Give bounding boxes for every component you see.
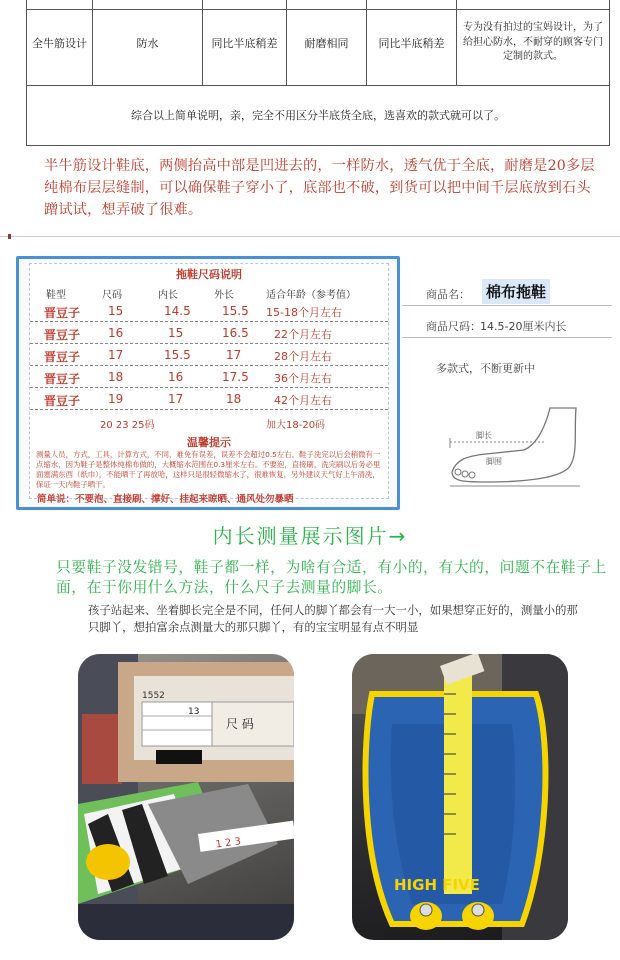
divider-mark [8, 234, 11, 239]
foot-girth-label: 脚围 [486, 457, 502, 466]
product-size-line [402, 310, 612, 338]
measure-gray-note: 孩子站起来、坐着脚长完全是不同，任何人的脚丫都会有一大一小，如果想穿正好的，测量小的那只脚丫，想拍富余点测量大的那只脚丫，有的宝宝明显有点不明显 [88, 603, 578, 634]
photo-shoe-box [78, 654, 294, 940]
size-row [30, 368, 388, 388]
size-row [30, 324, 388, 344]
row-outer: 16.5 [222, 326, 249, 340]
product-name-line [402, 278, 612, 306]
header-type: 鞋型 [46, 290, 66, 301]
size-row [30, 302, 388, 322]
cmp-cell-compare: 同比半底稍差 [367, 0, 457, 86]
row-inner: 14.5 [164, 304, 191, 318]
row-outer: 17.5 [222, 370, 249, 384]
simple-care: 简单说：不要泡、直接刷、撑好、挂起来晾晒、通风处勿暴晒 [37, 494, 294, 505]
measure-green-note: 只要鞋子没发错号，鞋子都一样，为啥有合适，有小的，有大的，问题不在鞋子上面，在于你用什么方法，什么尺子去测量的脚长。 [56, 559, 607, 596]
row-inner: 15 [168, 326, 184, 340]
sole-description: 半牛筋设计鞋底，两侧抬高中部是凹进去的，一样防水，透气优于全底，耐磨是20多层纯棉布层层缝制，可以确保鞋子穿小了，底部也不破，到货可以把中间千层底放到石头蹭试试，想弄破了很难。 [44, 158, 595, 218]
comparison-summary: 综合以上简单说明，亲，完全不用区分半底货全底，选喜欢的款式就可以了。 [131, 109, 505, 122]
header-inner: 内长 [158, 290, 178, 301]
header-outer: 外长 [214, 290, 234, 301]
row-age: 22个月左右 [274, 328, 332, 341]
box-size-word: 尺 码 [226, 717, 254, 731]
row-type: 晋豆子 [44, 306, 81, 320]
tips-title: 温馨提示 [187, 436, 231, 449]
measure-title: 内长测量展示图片→ [212, 524, 408, 548]
size-chart-card [16, 256, 400, 510]
shoe-box-illustration [78, 654, 294, 940]
row-size: 17 [108, 348, 124, 362]
product-name-label: 商品名： [426, 288, 470, 301]
row-type: 晋豆子 [44, 394, 81, 408]
extra-sizes: 20 23 25码 [100, 420, 155, 431]
slipper-ruler-illustration [352, 654, 568, 940]
row-type: 晋豆子 [44, 372, 81, 386]
row-outer: 15.5 [222, 304, 249, 318]
box-code: 1552 [142, 691, 165, 701]
slipper-print: HIGH FIVE [394, 876, 480, 894]
product-size-value: 14.5-20厘米内长 [480, 320, 567, 333]
row-inner: 16 [168, 370, 184, 384]
product-more: 多款式，不断更新中 [436, 362, 535, 375]
photo-slipper-ruler [352, 654, 568, 940]
divider [0, 236, 620, 237]
product-name: 棉布拖鞋 [482, 279, 550, 304]
header-size: 尺码 [102, 290, 122, 301]
row-size: 18 [108, 370, 124, 384]
foot-length-label: 脚长 [476, 431, 492, 440]
cmp-cell-desc: 专为没有拍过的宝妈设计，为了给担心防水，不耐穿的顾客专门定制的款式。 [463, 22, 603, 63]
comparison-row [27, 0, 609, 86]
product-size-label: 商品尺码： [426, 320, 481, 333]
cmp-cell-design: 全牛筋设计 [27, 0, 93, 86]
row-age: 15-18个月左右 [266, 306, 342, 319]
extra-age: 加大18-20码 [266, 420, 326, 431]
box-size-number: 13 [188, 707, 200, 717]
size-chart-title: 拖鞋尺码说明 [176, 268, 242, 281]
row-outer: 18 [226, 392, 242, 406]
foot-diagram-icon [446, 404, 606, 494]
row-size: 15 [108, 304, 124, 318]
row-inner: 15.5 [164, 348, 191, 362]
size-chart-inner [29, 263, 389, 499]
row-outer: 17 [226, 348, 242, 362]
row-type: 晋豆子 [44, 350, 81, 364]
row-type: 晋豆子 [44, 328, 81, 342]
cmp-cell-breathable: 同比半底稍差 [203, 0, 287, 86]
size-row [30, 346, 388, 366]
row-inner: 17 [168, 392, 184, 406]
row-age: 28个月左右 [274, 350, 332, 363]
comparison-table [26, 0, 610, 146]
row-size: 19 [108, 392, 124, 406]
row-age: 36个月左右 [274, 372, 332, 385]
cmp-cell-wear: 耐磨相同 [287, 0, 367, 86]
size-row [30, 390, 388, 410]
svg-text:1 2 3: 1 2 3 [214, 836, 242, 851]
header-age: 适合年龄（参考值） [266, 290, 356, 301]
row-age: 42个月左右 [274, 394, 332, 407]
cmp-cell-waterproof: 防水 [93, 0, 203, 86]
row-size: 16 [108, 326, 124, 340]
tips-body: 测量人员，方式，工具，计算方式，不同，难免有误差，误差不会超过0.5左右。鞋子洗完以后会稍微有一点缩水，因为鞋子是整体纯棉布做的，大概缩水范围在0.3厘米左右。不要泡，直接刷，洗完刷以后务必里面塞满东西（纸巾），不能晒干了再放哈，这样只是很轻微缩水了，很难恢复，另外建议天气好上午清洗，保证一天内鞋子晒干。 [36, 450, 381, 489]
